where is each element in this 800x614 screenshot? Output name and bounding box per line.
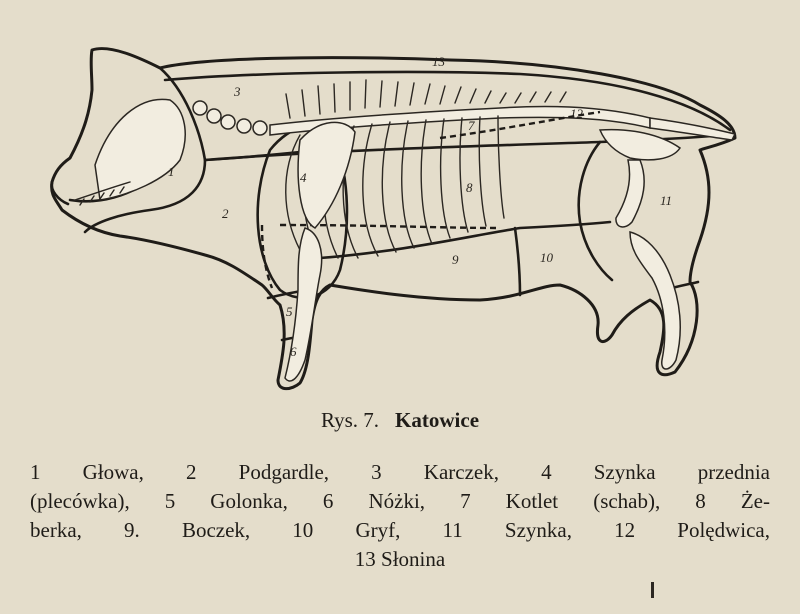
spine bbox=[193, 80, 735, 140]
figure-title: Katowice bbox=[395, 408, 480, 432]
ham-boundary bbox=[579, 142, 612, 280]
cut-number-12: 12 bbox=[570, 106, 583, 121]
shoulder-dashed-line bbox=[262, 225, 272, 288]
pelvis bbox=[600, 130, 680, 160]
figure-caption bbox=[0, 408, 800, 433]
cut-number-4: 4 bbox=[300, 170, 307, 185]
cut-number-9: 9 bbox=[452, 252, 459, 267]
flank-boundary-left bbox=[515, 228, 520, 295]
cut-number-10: 10 bbox=[540, 250, 553, 265]
hind-leg-bones bbox=[630, 232, 680, 369]
cut-number-13: 13 bbox=[432, 54, 445, 69]
legend-line-4: 13 Słonina bbox=[354, 547, 446, 571]
snout bbox=[52, 182, 68, 204]
figure-label: Rys. 7. bbox=[320, 408, 380, 432]
cut-number-1: 1 bbox=[168, 164, 175, 179]
cut-number-7: 7 bbox=[468, 118, 475, 133]
cut-number-8: 8 bbox=[466, 180, 473, 195]
cut-number-6: 6 bbox=[290, 344, 297, 359]
cuts-legend bbox=[30, 458, 770, 574]
skull bbox=[95, 99, 185, 200]
legend-line-1: 1 Głowa, 2 Podgardle, 3 Karczek, 4 Szynka przednia bbox=[30, 460, 770, 484]
cut-number-5: 5 bbox=[286, 304, 293, 319]
cut-number-3: 3 bbox=[234, 84, 241, 99]
femur bbox=[616, 160, 644, 227]
legend-line-3: berka, 9. Boczek, 10 Gryf, 11 Szynka, 12 Polędwica, bbox=[30, 518, 770, 542]
cut-number-11: 11 bbox=[660, 193, 673, 208]
legend-line-2: (plecówka), 5 Golonka, 6 Nóżki, 7 Kotlet (schab), 8 Że- bbox=[30, 489, 770, 513]
cut-number-2: 2 bbox=[222, 206, 229, 221]
printer-mark bbox=[651, 582, 654, 598]
